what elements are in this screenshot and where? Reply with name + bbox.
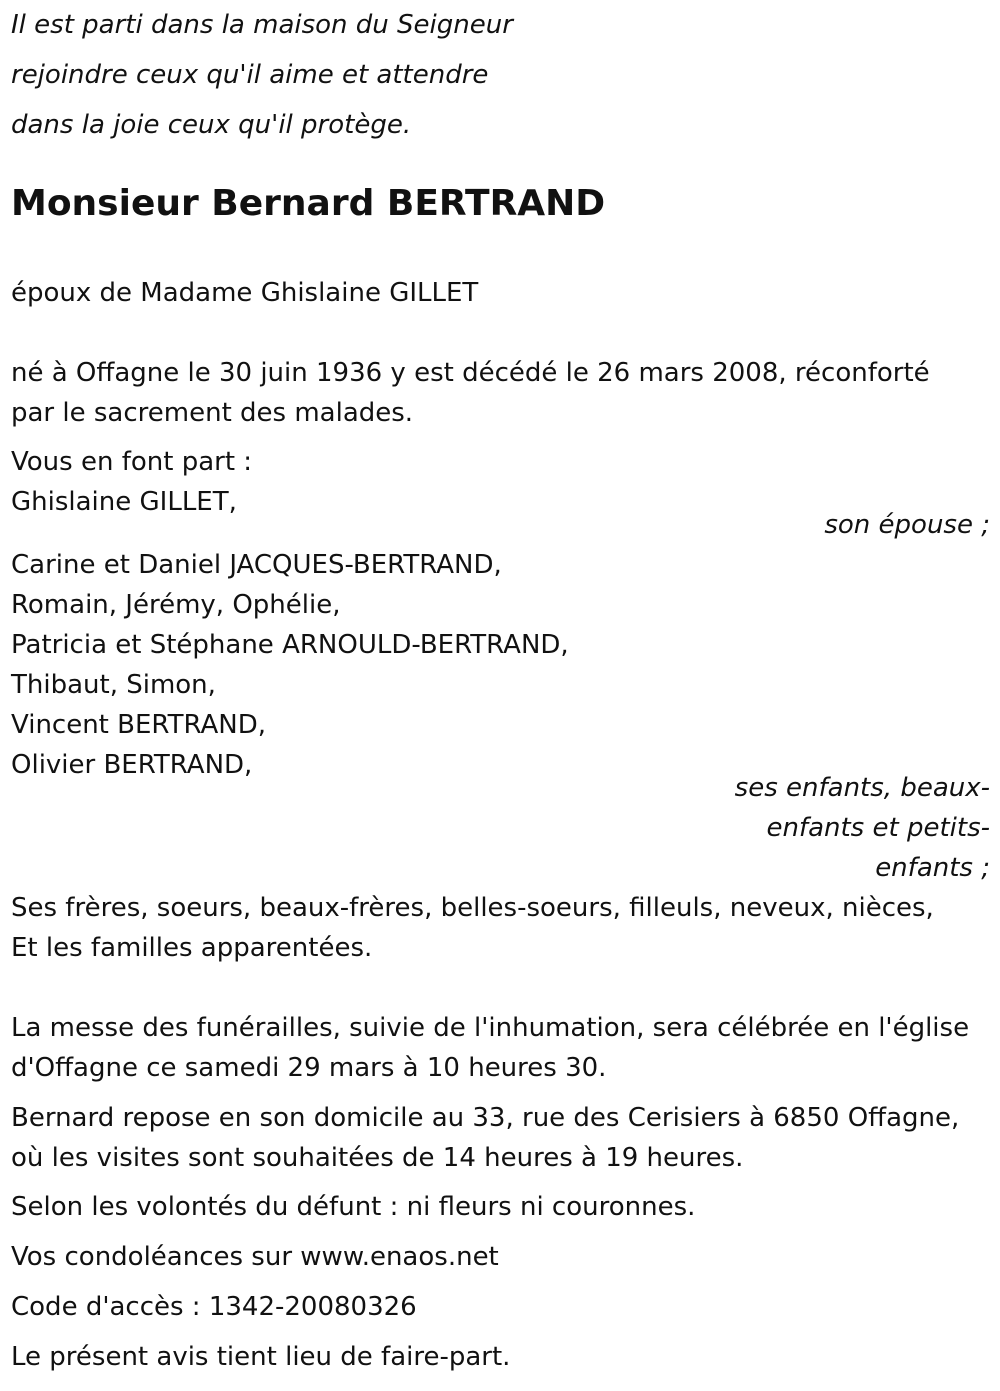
condolences-line: Vos condoléances sur www.enaos.net [11,1242,499,1272]
children-role-line-1: ses enfants, beaux- [734,773,990,803]
closing-line: Le présent avis tient lieu de faire-part. [11,1342,511,1372]
family-line-1: Ses frères, soeurs, beaux-frères, belles-soeurs, filleuls, neveux, nièces, [11,893,934,923]
spouse-name: Ghislaine GILLET, [11,487,237,517]
birth-death-line-2: par le sacrement des malades. [11,398,414,428]
children-role-line-3: enfants ; [875,853,990,883]
children-line-4: Thibaut, Simon, [11,670,216,700]
deceased-name: Monsieur Bernard BERTRAND [11,183,606,224]
spouse-line: époux de Madame Ghislaine GILLET [11,278,479,308]
funeral-line-1: La messe des funérailles, suivie de l'inhumation, sera célébrée en l'église [11,1013,970,1043]
family-line-2: Et les familles apparentées. [11,933,373,963]
children-line-1: Carine et Daniel JACQUES-BERTRAND, [11,550,502,580]
verse-line-3: dans la joie ceux qu'il protège. [11,110,412,140]
children-role-line-2: enfants et petits- [766,813,990,843]
children-line-2: Romain, Jérémy, Ophélie, [11,590,341,620]
children-line-5: Vincent BERTRAND, [11,710,266,740]
children-line-3: Patricia et Stéphane ARNOULD-BERTRAND, [11,630,569,660]
verse-line-1: Il est parti dans la maison du Seigneur [11,10,513,40]
wishes-line: Selon les volontés du défunt : ni fleurs ni couronnes. [11,1192,696,1222]
birth-death-line-1: né à Offagne le 30 juin 1936 y est décédé le 26 mars 2008, réconforté [11,358,930,388]
access-code-line: Code d'accès : 1342-20080326 [11,1292,417,1322]
spouse-role: son épouse ; [824,510,990,540]
rest-line-2: où les visites sont souhaitées de 14 heures à 19 heures. [11,1143,744,1173]
rest-line-1: Bernard repose en son domicile au 33, rue des Cerisiers à 6850 Offagne, [11,1103,960,1133]
announce-intro: Vous en font part : [11,447,253,477]
funeral-line-2: d'Offagne ce samedi 29 mars à 10 heures 30. [11,1053,607,1083]
verse-line-2: rejoindre ceux qu'il aime et attendre [11,60,489,90]
children-line-6: Olivier BERTRAND, [11,750,253,780]
